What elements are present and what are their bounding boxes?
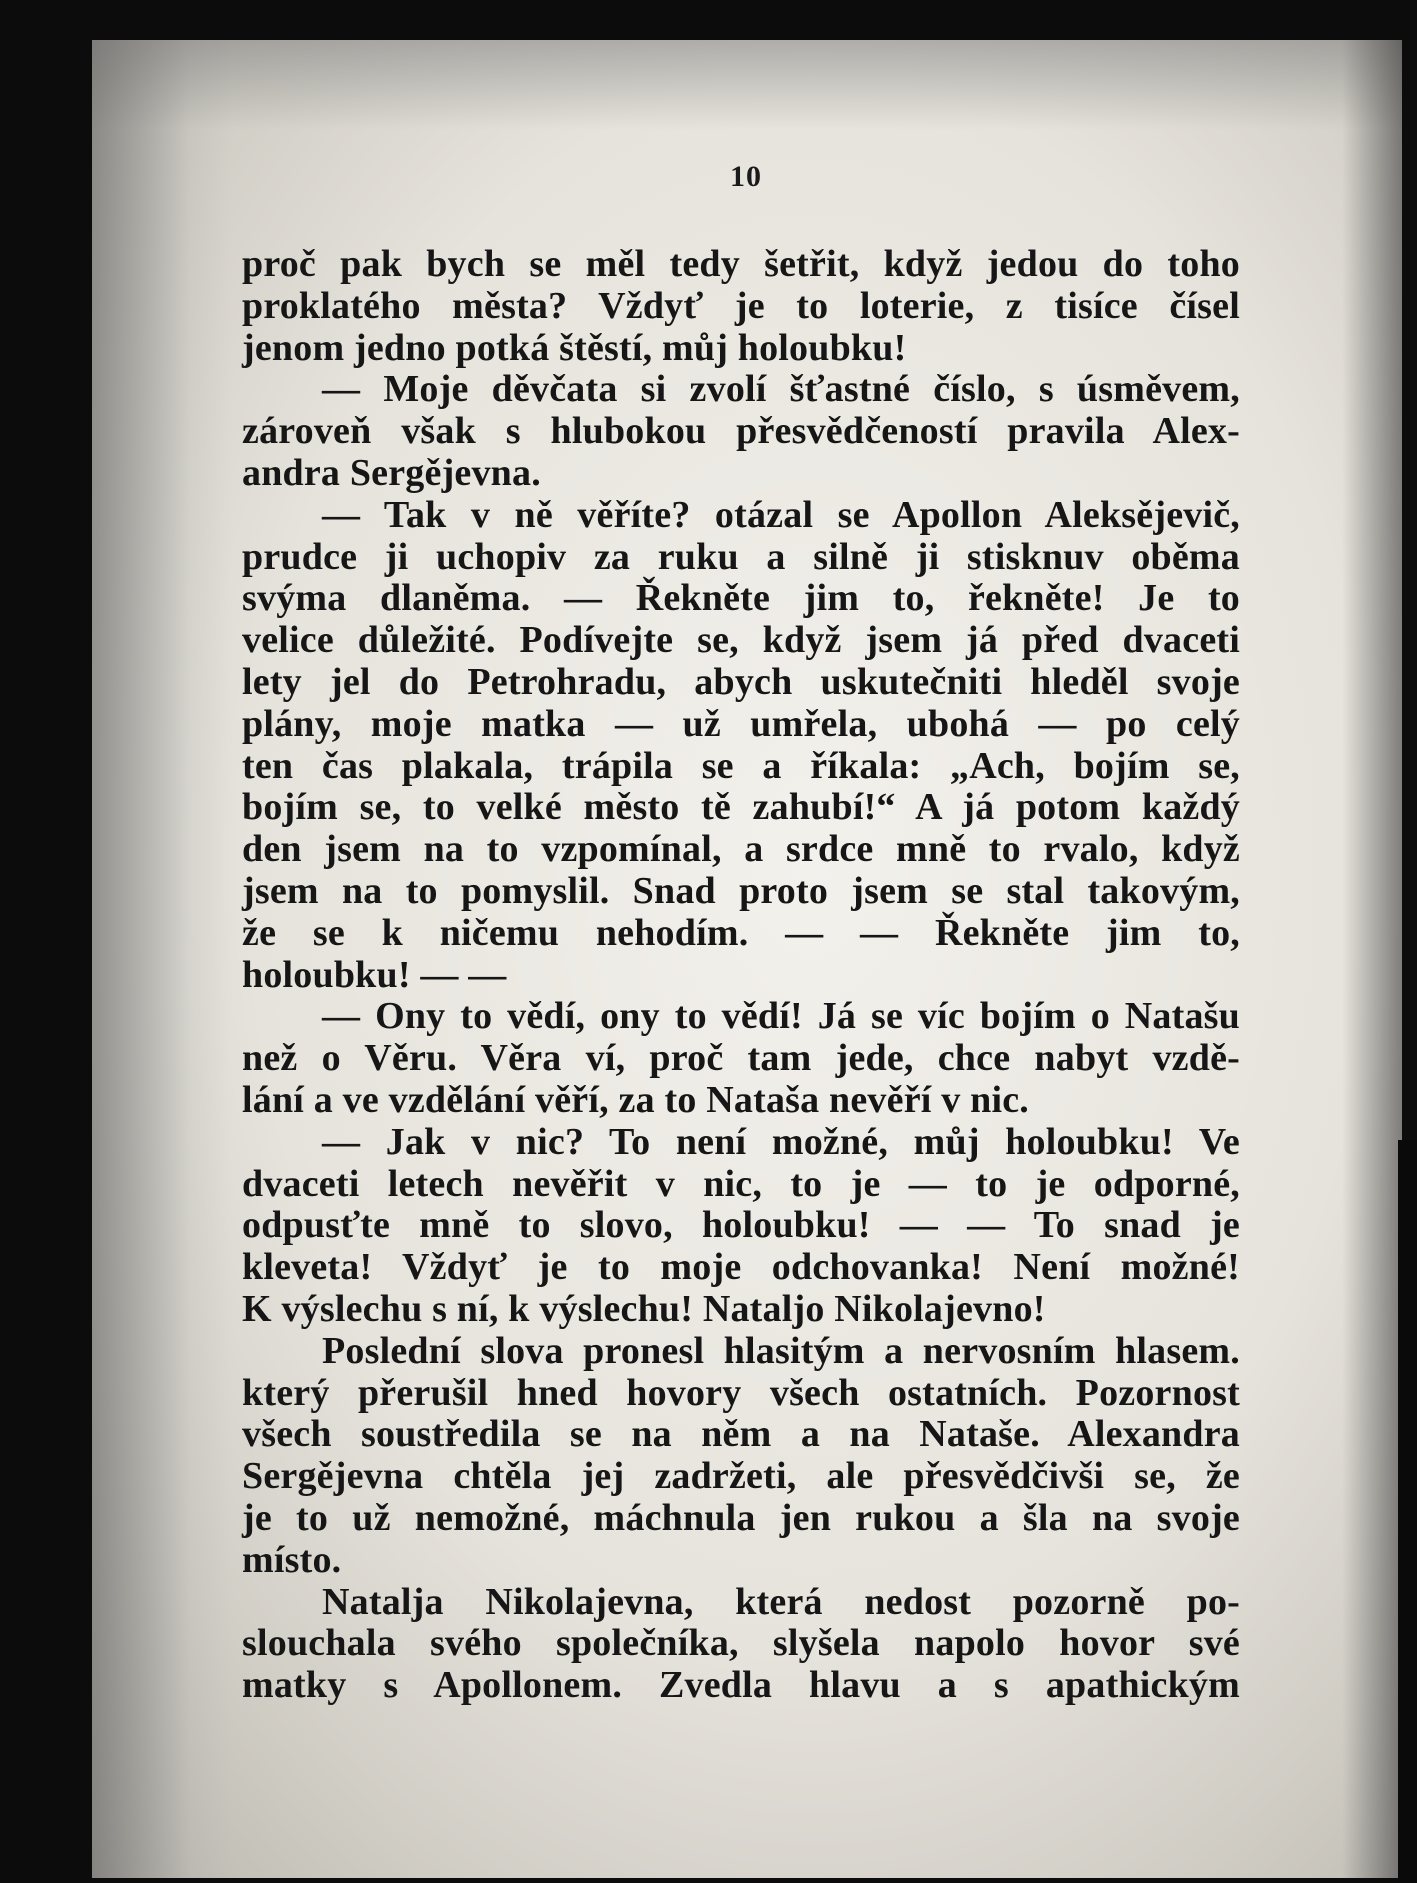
text-line: proklatého města? Vždyť je to loterie, z tisíce čísel <box>242 284 1240 327</box>
page-shadow-left <box>92 40 232 1878</box>
text-line: než o Věru. Věra ví, proč tam jede, chce nabyt vzdě- <box>242 1037 1240 1080</box>
text-line: jsem na to pomyslil. Snad proto jsem se stal takovým, <box>242 869 1240 912</box>
scan-border <box>1398 1140 1417 1883</box>
text-line: jenom jedno potká štěstí, můj holoubku! <box>242 326 907 369</box>
text-line: slouchala svého společníka, slyšela napolo hovor své <box>242 1622 1240 1665</box>
text-line: místo. <box>242 1538 342 1581</box>
page-shadow-top <box>92 40 1402 130</box>
text-line: je to už nemožné, máchnula jen rukou a šla na svoje <box>242 1496 1240 1539</box>
text-line: zároveň však s hlubokou přesvědčeností pravila Alex- <box>242 410 1240 453</box>
text-line: matky s Apollonem. Zvedla hlavu a s apathickým <box>242 1664 1240 1707</box>
text-line: že se k ničemu nehodím. — — Řekněte jim to, <box>242 911 1240 954</box>
page-number: 10 <box>730 160 762 193</box>
text-line: který přerušil hned hovory všech ostatních. Pozornost <box>242 1371 1240 1414</box>
text-line: velice důležité. Podívejte se, když jsem já před dvaceti <box>242 619 1240 662</box>
text-line: Sergějevna chtěla jej zadržeti, ale přesvědčivši se, že <box>242 1455 1240 1498</box>
text-line: lety jel do Petrohradu, abych uskutečniti hleděl svoje <box>242 660 1240 703</box>
text-line: prudce ji uchopiv za ruku a silně ji stisknuv oběma <box>242 535 1240 578</box>
text-line: — Moje děvčata si zvolí šťastné číslo, s úsměvem, <box>322 368 1240 411</box>
text-line: holoubku! — — <box>242 953 507 996</box>
page-shadow-right <box>1342 40 1402 1878</box>
text-line: dvaceti letech nevěřit v nic, to je — to je odporné, <box>242 1162 1240 1205</box>
text-line: proč pak bych se měl tedy šetřit, když jedou do toho <box>242 243 1240 285</box>
text-line: — Jak v nic? To není možné, můj holoubku! Ve <box>322 1120 1240 1163</box>
text-line: všech soustředila se na něm a na Nataše. Alexandra <box>242 1413 1240 1456</box>
body-text <box>242 244 1240 1707</box>
text-line: — Ony to vědí, ony to vědí! Já se víc bojím o Natašu <box>322 995 1240 1038</box>
text-line: — Tak v ně věříte? otázal se Apollon Aleksějevič, <box>322 493 1240 536</box>
text-line: ten čas plakala, trápila se a říkala: „Ach, bojím se, <box>242 744 1240 787</box>
text-line: lání a ve vzdělání věří, za to Nataša nevěří v nic. <box>242 1078 1029 1121</box>
text-line: andra Sergějevna. <box>242 451 541 494</box>
text-line: kleveta! Vždyť je to moje odchovanka! Není možné! <box>242 1246 1240 1289</box>
text-line: svýma dlaněma. — Řekněte jim to, řekněte! Je to <box>242 577 1240 620</box>
text-line: K výslechu s ní, k výslechu! Nataljo Nikolajevno! <box>242 1287 1046 1330</box>
text-line: odpusťte mně to slovo, holoubku! — — To snad je <box>242 1204 1240 1247</box>
text-line: plány, moje matka — už umřela, ubohá — po celý <box>242 702 1240 745</box>
text-line: Natalja Nikolajevna, která nedost pozorně po- <box>322 1580 1240 1623</box>
text-line: den jsem na to vzpomínal, a srdce mně to rvalo, když <box>242 828 1240 871</box>
text-line: bojím se, to velké město tě zahubí!“ A já potom každý <box>242 786 1240 829</box>
text-line: Poslední slova pronesl hlasitým a nervosním hlasem. <box>322 1329 1240 1372</box>
